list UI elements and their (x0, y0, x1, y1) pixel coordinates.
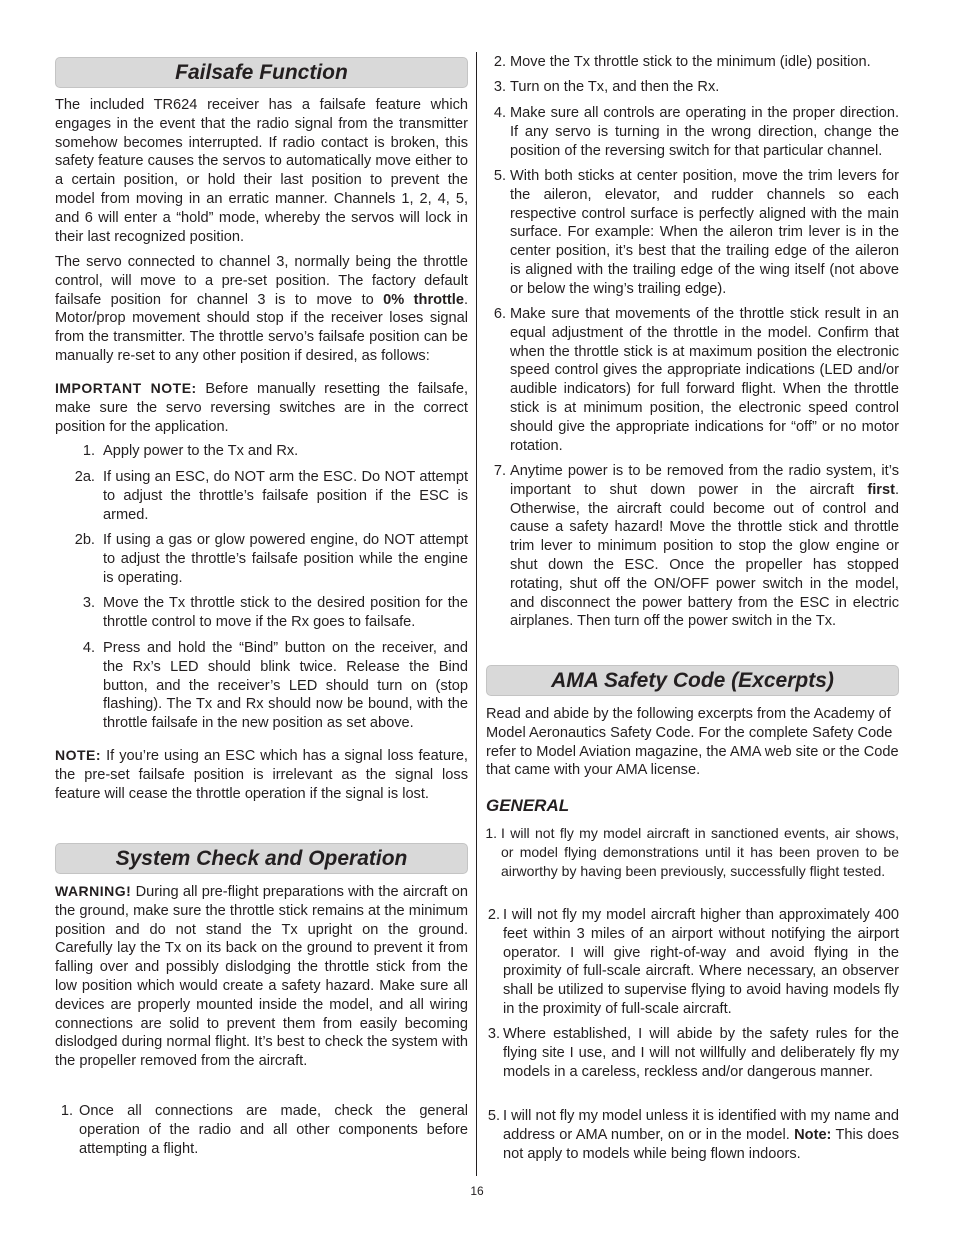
failsafe-header (55, 57, 468, 88)
system-header (55, 843, 468, 874)
general-heading: GENERAL (486, 796, 570, 815)
failsafe-para-1: The included TR624 receiver has a failsafe feature which engages in the event that the radio signal from the transmitter somehow becomes interrupted. If radio contact is broken, this safety feature causes the servos to automatically move either to a certain position, or hold their last position to prevent the model from moving in an erratic manner. Channels 1, 2, 4, 5, and 6 will enter a “hold” mode, whereby the servos will lock in their last recognized position. (55, 97, 468, 245)
important-label: IMPORTANT NOTE: (55, 380, 197, 396)
ama-header (486, 665, 899, 696)
ama-title: AMA Safety Code (Excerpts) (551, 669, 834, 692)
important-note: IMPORTANT NOTE: Before manually resetting the failsafe, make sure the servo reversing switches are in the correct position for the application. (55, 380, 468, 435)
ama-intro: Read and abide by the following excerpts from the Academy of Model Aeronautics Safety Code. For the complete Safety Code refer to Model Aviation magazine, the AMA web site or the Code that came with your AMA license. (486, 706, 899, 779)
esc-note: NOTE: If you’re using an ESC which has a signal loss feature, the pre-set failsafe position is irrelevant as the signal loss feature will cease the throttle operation if the signal is lost. (55, 747, 468, 802)
page-number: 16 (470, 1184, 484, 1198)
warning-para: WARNING! During all pre-flight preparations with the aircraft on the ground, make sure the throttle stick remains at the minimum position and do not stand the Tx upright on the ground. Carefully lay the Tx on its back on the ground to prevent it from falling over and possibly dislodging the throttle stick from the low position which would create a safety hazard. Make sure all devices are properly mounted inside the model, and all wiring connections are solid to prevent them from easily becoming dislodged during normal flight. It’s best to check the system with the propeller removed from the aircraft. (55, 883, 468, 1070)
failsafe-para-2: The servo connected to channel 3, normally being the throttle control, will move to a pre-set position. The factory default failsafe position for channel 3 is to move to 0% throttle. Motor/prop movement should stop if the receiver loses signal from the transmitter. The throttle servo’s failsafe position can be manually re-set to any other position if desired, as follows: (55, 254, 469, 364)
system-title: System Check and Operation (115, 847, 408, 870)
column-divider (476, 52, 477, 1176)
failsafe-title: Failsafe Function (175, 61, 348, 84)
note-label: NOTE: (55, 747, 102, 763)
warning-label: WARNING! (55, 883, 132, 899)
